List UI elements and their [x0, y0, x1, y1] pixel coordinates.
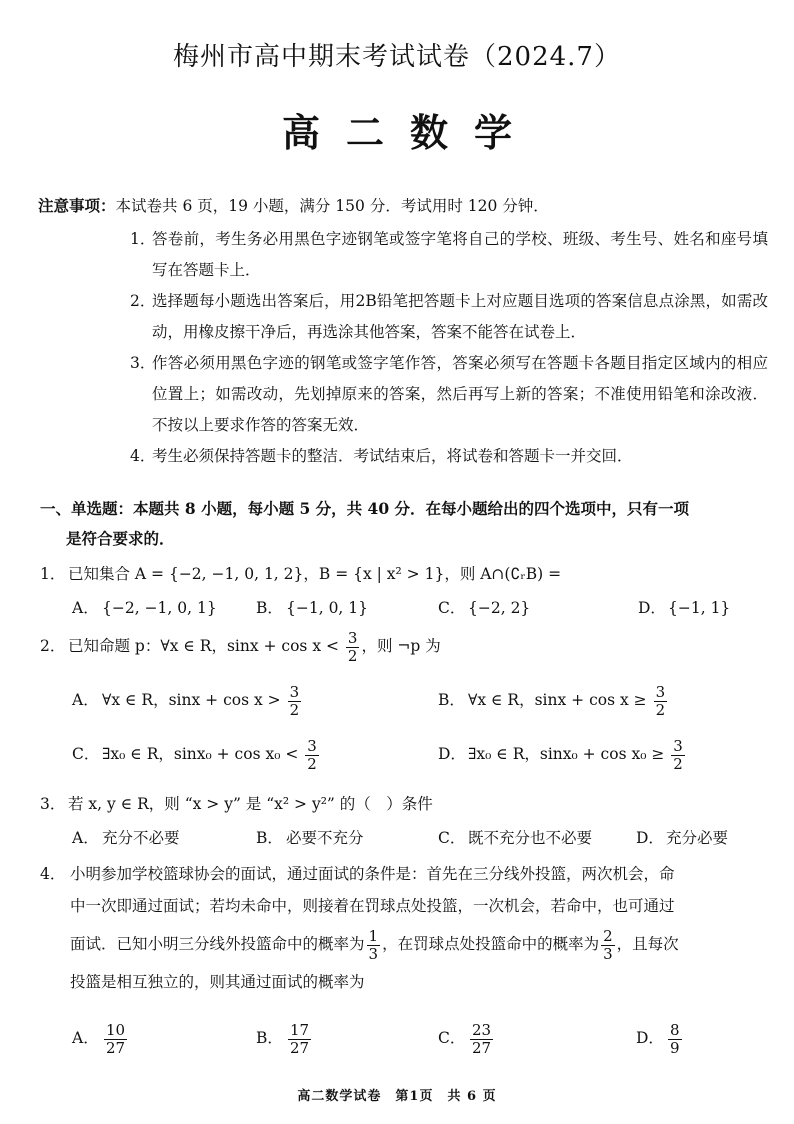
page-footer: 高二数学试卷 第1页 共 6 页	[297, 1089, 497, 1104]
question-stem: 若 x, y ∈ R，则 “x > y” 是 “x² > y²” 的（ ）条件	[68, 795, 433, 813]
option-c	[438, 826, 592, 848]
notice-label: 注意事项：	[38, 196, 116, 215]
notice-item-number: 1．	[130, 230, 156, 248]
option-text: {−2, −1, 0, 1}	[102, 599, 217, 617]
question-4-line: 中一次即通过面试；若均未命中，则接着在罚球点处投篮，一次机会，若命中，也可通过	[70, 897, 675, 915]
fraction	[288, 684, 302, 718]
question-4-line: 投篮是相互独立的，则其通过面试的概率为	[70, 973, 365, 991]
fraction-denominator: 3	[368, 944, 379, 963]
option-a	[72, 1022, 129, 1056]
fraction-denominator: 2	[347, 646, 358, 665]
question-4-line	[40, 858, 770, 890]
option-label: D．	[636, 1029, 664, 1047]
option-text: 必要不充分	[286, 829, 364, 847]
question-text: 面试．已知小明三分线外投篮命中的概率为	[70, 935, 365, 953]
notice-item-number: 2．	[130, 292, 156, 310]
fraction-numerator: 23	[472, 1021, 492, 1039]
fraction	[470, 1022, 493, 1056]
exam-title: 梅州市高中期末考试试卷（2024.7）	[173, 42, 621, 72]
option-label: B．	[256, 829, 283, 847]
question-3	[40, 792, 433, 814]
notice-header	[38, 194, 549, 216]
notice-item	[130, 224, 768, 286]
fraction	[671, 738, 685, 772]
notice-item	[130, 348, 768, 441]
option-a	[72, 826, 180, 848]
option-text: {−1, 1}	[668, 599, 731, 617]
option-b	[256, 596, 368, 618]
option-text: ∀x ∈ R，sinx + cos x >	[102, 691, 281, 709]
option-label: B．	[256, 599, 283, 617]
fraction	[367, 928, 381, 962]
notice-item-number: 4．	[130, 447, 156, 465]
question-text: ，在罚球点处投篮命中的概率为	[382, 935, 600, 953]
option-d	[438, 738, 687, 772]
fraction-numerator: 3	[347, 629, 358, 647]
section-heading-line2: 是符合要求的．	[66, 529, 175, 548]
notice-item-text: 作答必须用黑色字迹的钢笔或签字笔作答，答案必须写在答题卡各题目指定区域内的相应位置上；如需改动，先划掉原来的答案，然后再写上新的答案；不准使用铅笔和涂改液．不按以上要求作答的答案无效．	[152, 354, 768, 434]
question-4	[40, 858, 770, 998]
question-number: 1．	[40, 565, 66, 583]
option-label: C．	[438, 1029, 466, 1047]
notice-item	[130, 286, 768, 348]
fraction-numerator: 3	[673, 737, 683, 755]
fraction	[668, 1022, 682, 1056]
fraction-denominator: 2	[655, 700, 666, 719]
fraction-denominator: 3	[603, 944, 613, 963]
question-1	[40, 562, 561, 584]
question-text: ，且每次	[616, 935, 679, 953]
option-a	[72, 684, 303, 718]
section-heading	[40, 494, 770, 554]
fraction-numerator: 1	[368, 927, 379, 945]
notice-item-text: 考生必须保持答题卡的整洁．考试结束后，将试卷和答题卡一并交回．	[152, 447, 633, 465]
notice-item-text: 答卷前，考生务必用黑色字迹钢笔或签字笔将自己的学校、班级、考生号、姓名和座号填写在答题卡上．	[152, 230, 768, 279]
question-2	[40, 630, 441, 664]
fraction-denominator: 27	[106, 1038, 126, 1057]
fraction-numerator: 8	[670, 1021, 680, 1039]
question-stem: 已知集合 A = {−2, −1, 0, 1, 2}，B = {x | x² > 1}，则 A∩(∁ᵣB) =	[68, 565, 562, 583]
option-b	[256, 826, 364, 848]
option-label: D．	[638, 599, 666, 617]
option-text: {−2, 2}	[468, 599, 531, 617]
option-label: B．	[256, 1029, 283, 1047]
option-label: C．	[438, 829, 466, 847]
option-label: A．	[72, 1029, 99, 1047]
option-label: D．	[636, 829, 664, 847]
fraction-denominator: 2	[307, 754, 317, 773]
fraction	[601, 928, 615, 962]
fraction	[288, 1022, 311, 1056]
fraction-numerator: 10	[106, 1021, 126, 1039]
fraction-numerator: 2	[603, 927, 613, 945]
fraction	[104, 1022, 127, 1056]
option-label: D．	[438, 745, 466, 763]
fraction-numerator: 3	[307, 737, 317, 755]
option-c	[438, 1022, 495, 1056]
fraction	[305, 738, 319, 772]
fraction-numerator: 17	[290, 1021, 310, 1039]
fraction-denominator: 27	[290, 1038, 310, 1057]
option-text: {−1, 0, 1}	[286, 599, 369, 617]
option-text: ∃x₀ ∈ R，sinx₀ + cos x₀ ≥	[468, 745, 665, 763]
notice-list	[130, 224, 768, 472]
question-stem-pre: 已知命题 p：∀x ∈ R，sinx + cos x <	[68, 637, 339, 655]
option-text: ∃x₀ ∈ R，sinx₀ + cos x₀ <	[102, 745, 299, 763]
section-heading-line1: 一、单选题：本题共 8 小题，每小题 5 分，共 40 分．在每小题给出的四个选项中，只有一项	[40, 499, 690, 518]
option-a	[72, 596, 217, 618]
option-text: 充分必要	[666, 829, 729, 847]
question-4-line	[40, 922, 770, 966]
notice-item-text: 选择题每小题选出答案后，用2B铅笔把答题卡上对应题目选项的答案信息点涂黑，如需改动，用橡皮擦干净后，再选涂其他答案，答案不能答在试卷上．	[152, 292, 768, 341]
option-d	[636, 1022, 684, 1056]
question-number: 3．	[40, 795, 66, 813]
notice-intro: 本试卷共 6 页，19 小题，满分 150 分．考试用时 120 分钟．	[115, 197, 549, 215]
fraction-denominator: 2	[289, 700, 300, 719]
option-text: 充分不必要	[102, 829, 180, 847]
fraction-numerator: 3	[655, 683, 666, 701]
option-b	[438, 684, 669, 718]
question-text: 小明参加学校篮球协会的面试，通过面试的条件是：首先在三分线外投篮，两次机会，命	[70, 865, 675, 883]
option-text: 既不充分也不必要	[468, 829, 593, 847]
fraction	[654, 684, 668, 718]
option-c	[438, 596, 530, 618]
question-number: 4．	[40, 865, 66, 883]
question-stem-post: ，则 ¬p 为	[361, 637, 441, 655]
fraction-denominator: 2	[673, 754, 683, 773]
option-label: C．	[438, 599, 466, 617]
option-d	[638, 596, 730, 618]
option-text: ∀x ∈ R，sinx + cos x ≥	[468, 691, 647, 709]
notice-item	[130, 441, 768, 472]
subject-title: 高二数学	[281, 110, 538, 155]
option-label: B．	[438, 691, 465, 709]
option-c	[72, 738, 321, 772]
option-b	[256, 1022, 313, 1056]
fraction-numerator: 3	[289, 683, 300, 701]
option-label: C．	[72, 745, 100, 763]
notice-item-number: 3．	[130, 354, 156, 372]
option-label: A．	[72, 599, 99, 617]
fraction-denominator: 9	[670, 1038, 680, 1057]
option-d	[636, 826, 728, 848]
fraction-denominator: 27	[472, 1038, 492, 1057]
question-number: 2．	[40, 637, 66, 655]
option-label: A．	[72, 829, 99, 847]
option-label: A．	[72, 691, 99, 709]
fraction	[346, 630, 360, 664]
